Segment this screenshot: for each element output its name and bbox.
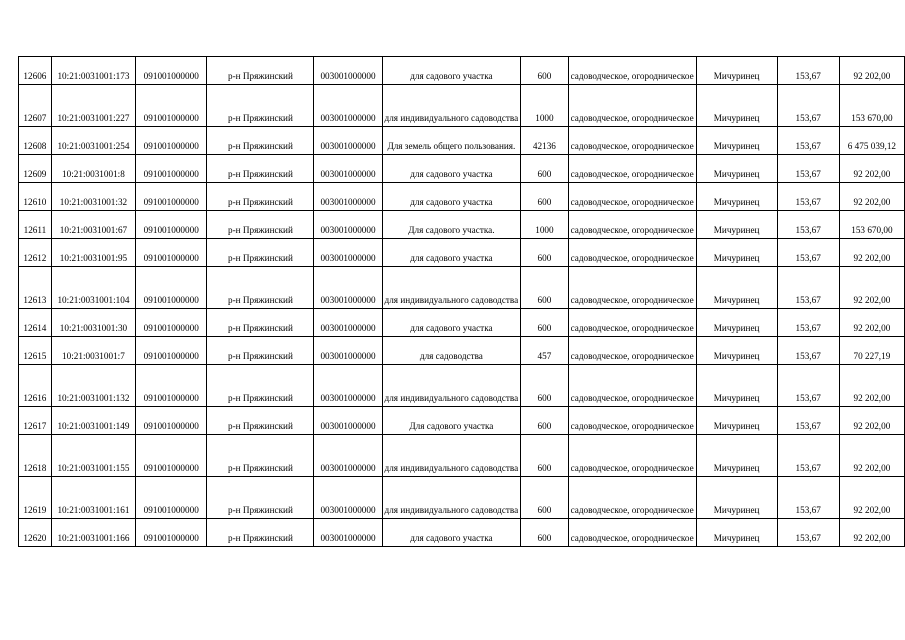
cadastral-value-cell: 92 202,00 xyxy=(839,365,904,407)
cadastral-number-cell: 10:21:0031001:227 xyxy=(51,85,135,127)
settlement-name-cell: Мичуринец xyxy=(696,239,777,267)
oktmo-code-cell: 003001000000 xyxy=(314,183,382,211)
permitted-use-cell: для индивидуального садоводства xyxy=(382,365,521,407)
cadastral-value-cell: 6 475 039,12 xyxy=(839,127,904,155)
settlement-name-cell: Мичуринец xyxy=(696,309,777,337)
table-row xyxy=(19,407,905,435)
use-category-cell: садоводческое, огородническое xyxy=(568,155,696,183)
okato-code-cell: 091001000000 xyxy=(136,85,207,127)
settlement-name-cell: Мичуринец xyxy=(696,57,777,85)
cadastral-value-cell: 92 202,00 xyxy=(839,155,904,183)
area-value-cell: 42136 xyxy=(521,127,568,155)
row-number-cell: 12615 xyxy=(19,337,52,365)
cadastral-value-cell: 153 670,00 xyxy=(839,211,904,239)
area-value-cell: 1000 xyxy=(521,211,568,239)
district-name-cell: р-н Пряжинский xyxy=(207,85,314,127)
okato-code-cell: 091001000000 xyxy=(136,239,207,267)
specific-value-cell: 153,67 xyxy=(777,337,839,365)
oktmo-code-cell: 003001000000 xyxy=(314,309,382,337)
okato-code-cell: 091001000000 xyxy=(136,211,207,239)
row-number-cell: 12618 xyxy=(19,435,52,477)
permitted-use-cell: Для земель общего пользования. xyxy=(382,127,521,155)
district-name-cell: р-н Пряжинский xyxy=(207,267,314,309)
okato-code-cell: 091001000000 xyxy=(136,183,207,211)
specific-value-cell: 153,67 xyxy=(777,239,839,267)
area-value-cell: 600 xyxy=(521,57,568,85)
cadastral-number-cell: 10:21:0031001:166 xyxy=(51,519,135,547)
oktmo-code-cell: 003001000000 xyxy=(314,239,382,267)
cadastral-value-cell: 92 202,00 xyxy=(839,239,904,267)
settlement-name-cell: Мичуринец xyxy=(696,365,777,407)
specific-value-cell: 153,67 xyxy=(777,211,839,239)
cadastral-value-cell: 92 202,00 xyxy=(839,407,904,435)
use-category-cell: садоводческое, огородническое xyxy=(568,239,696,267)
table-row xyxy=(19,85,905,127)
district-name-cell: р-н Пряжинский xyxy=(207,183,314,211)
row-number-cell: 12611 xyxy=(19,211,52,239)
specific-value-cell: 153,67 xyxy=(777,309,839,337)
settlement-name-cell: Мичуринец xyxy=(696,435,777,477)
table-row xyxy=(19,435,905,477)
area-value-cell: 600 xyxy=(521,519,568,547)
specific-value-cell: 153,67 xyxy=(777,435,839,477)
okato-code-cell: 091001000000 xyxy=(136,127,207,155)
settlement-name-cell: Мичуринец xyxy=(696,85,777,127)
row-number-cell: 12607 xyxy=(19,85,52,127)
settlement-name-cell: Мичуринец xyxy=(696,155,777,183)
cadastral-number-cell: 10:21:0031001:132 xyxy=(51,365,135,407)
cadastral-value-cell: 92 202,00 xyxy=(839,267,904,309)
area-value-cell: 600 xyxy=(521,365,568,407)
oktmo-code-cell: 003001000000 xyxy=(314,337,382,365)
okato-code-cell: 091001000000 xyxy=(136,407,207,435)
table-row xyxy=(19,239,905,267)
settlement-name-cell: Мичуринец xyxy=(696,407,777,435)
table-row xyxy=(19,211,905,239)
cadastral-number-cell: 10:21:0031001:95 xyxy=(51,239,135,267)
use-category-cell: садоводческое, огородническое xyxy=(568,183,696,211)
okato-code-cell: 091001000000 xyxy=(136,477,207,519)
district-name-cell: р-н Пряжинский xyxy=(207,127,314,155)
cadastral-value-cell: 92 202,00 xyxy=(839,183,904,211)
permitted-use-cell: для садового участка xyxy=(382,519,521,547)
use-category-cell: садоводческое, огородническое xyxy=(568,407,696,435)
area-value-cell: 1000 xyxy=(521,85,568,127)
use-category-cell: садоводческое, огородническое xyxy=(568,337,696,365)
district-name-cell: р-н Пряжинский xyxy=(207,337,314,365)
specific-value-cell: 153,67 xyxy=(777,155,839,183)
document-page xyxy=(18,56,905,547)
cadastral-number-cell: 10:21:0031001:7 xyxy=(51,337,135,365)
permitted-use-cell: для индивидуального садоводства xyxy=(382,267,521,309)
table-row xyxy=(19,57,905,85)
okato-code-cell: 091001000000 xyxy=(136,309,207,337)
okato-code-cell: 091001000000 xyxy=(136,337,207,365)
cadastral-number-cell: 10:21:0031001:32 xyxy=(51,183,135,211)
district-name-cell: р-н Пряжинский xyxy=(207,519,314,547)
table-row xyxy=(19,477,905,519)
oktmo-code-cell: 003001000000 xyxy=(314,435,382,477)
specific-value-cell: 153,67 xyxy=(777,267,839,309)
area-value-cell: 600 xyxy=(521,155,568,183)
table-row xyxy=(19,155,905,183)
row-number-cell: 12614 xyxy=(19,309,52,337)
cadastral-number-cell: 10:21:0031001:254 xyxy=(51,127,135,155)
row-number-cell: 12613 xyxy=(19,267,52,309)
use-category-cell: садоводческое, огородническое xyxy=(568,127,696,155)
use-category-cell: садоводческое, огородническое xyxy=(568,477,696,519)
specific-value-cell: 153,67 xyxy=(777,407,839,435)
cadastral-number-cell: 10:21:0031001:161 xyxy=(51,477,135,519)
district-name-cell: р-н Пряжинский xyxy=(207,435,314,477)
row-number-cell: 12612 xyxy=(19,239,52,267)
area-value-cell: 600 xyxy=(521,407,568,435)
oktmo-code-cell: 003001000000 xyxy=(314,127,382,155)
use-category-cell: садоводческое, огородническое xyxy=(568,267,696,309)
permitted-use-cell: для индивидуального садоводства xyxy=(382,435,521,477)
cadastral-number-cell: 10:21:0031001:30 xyxy=(51,309,135,337)
use-category-cell: садоводческое, огородническое xyxy=(568,435,696,477)
district-name-cell: р-н Пряжинский xyxy=(207,155,314,183)
okato-code-cell: 091001000000 xyxy=(136,57,207,85)
oktmo-code-cell: 003001000000 xyxy=(314,85,382,127)
district-name-cell: р-н Пряжинский xyxy=(207,57,314,85)
specific-value-cell: 153,67 xyxy=(777,85,839,127)
row-number-cell: 12609 xyxy=(19,155,52,183)
specific-value-cell: 153,67 xyxy=(777,365,839,407)
area-value-cell: 600 xyxy=(521,309,568,337)
use-category-cell: садоводческое, огородническое xyxy=(568,85,696,127)
district-name-cell: р-н Пряжинский xyxy=(207,309,314,337)
row-number-cell: 12608 xyxy=(19,127,52,155)
permitted-use-cell: для индивидуального садоводства xyxy=(382,477,521,519)
specific-value-cell: 153,67 xyxy=(777,477,839,519)
oktmo-code-cell: 003001000000 xyxy=(314,155,382,183)
district-name-cell: р-н Пряжинский xyxy=(207,365,314,407)
table-row xyxy=(19,309,905,337)
table-row xyxy=(19,127,905,155)
settlement-name-cell: Мичуринец xyxy=(696,127,777,155)
area-value-cell: 600 xyxy=(521,239,568,267)
row-number-cell: 12616 xyxy=(19,365,52,407)
settlement-name-cell: Мичуринец xyxy=(696,477,777,519)
cadastral-value-cell: 70 227,19 xyxy=(839,337,904,365)
district-name-cell: р-н Пряжинский xyxy=(207,239,314,267)
specific-value-cell: 153,67 xyxy=(777,183,839,211)
oktmo-code-cell: 003001000000 xyxy=(314,211,382,239)
cadastral-number-cell: 10:21:0031001:8 xyxy=(51,155,135,183)
oktmo-code-cell: 003001000000 xyxy=(314,477,382,519)
row-number-cell: 12620 xyxy=(19,519,52,547)
permitted-use-cell: Для садового участка xyxy=(382,407,521,435)
okato-code-cell: 091001000000 xyxy=(136,267,207,309)
use-category-cell: садоводческое, огородническое xyxy=(568,57,696,85)
cadastral-value-cell: 92 202,00 xyxy=(839,309,904,337)
oktmo-code-cell: 003001000000 xyxy=(314,407,382,435)
permitted-use-cell: для индивидуального садоводства xyxy=(382,85,521,127)
settlement-name-cell: Мичуринец xyxy=(696,519,777,547)
cadastral-number-cell: 10:21:0031001:173 xyxy=(51,57,135,85)
row-number-cell: 12619 xyxy=(19,477,52,519)
specific-value-cell: 153,67 xyxy=(777,519,839,547)
permitted-use-cell: для садового участка xyxy=(382,309,521,337)
cadastral-number-cell: 10:21:0031001:67 xyxy=(51,211,135,239)
table-row xyxy=(19,519,905,547)
okato-code-cell: 091001000000 xyxy=(136,435,207,477)
okato-code-cell: 091001000000 xyxy=(136,365,207,407)
oktmo-code-cell: 003001000000 xyxy=(314,365,382,407)
cadastral-value-cell: 153 670,00 xyxy=(839,85,904,127)
cadastral-number-cell: 10:21:0031001:149 xyxy=(51,407,135,435)
permitted-use-cell: для садового участка xyxy=(382,57,521,85)
area-value-cell: 600 xyxy=(521,183,568,211)
table-row xyxy=(19,183,905,211)
area-value-cell: 457 xyxy=(521,337,568,365)
permitted-use-cell: для садового участка xyxy=(382,239,521,267)
permitted-use-cell: для садового участка xyxy=(382,155,521,183)
cadastral-number-cell: 10:21:0031001:104 xyxy=(51,267,135,309)
cadastral-value-cell: 92 202,00 xyxy=(839,519,904,547)
specific-value-cell: 153,67 xyxy=(777,57,839,85)
oktmo-code-cell: 003001000000 xyxy=(314,57,382,85)
permitted-use-cell: для садового участка xyxy=(382,183,521,211)
area-value-cell: 600 xyxy=(521,477,568,519)
settlement-name-cell: Мичуринец xyxy=(696,337,777,365)
row-number-cell: 12617 xyxy=(19,407,52,435)
district-name-cell: р-н Пряжинский xyxy=(207,211,314,239)
permitted-use-cell: Для садового участка. xyxy=(382,211,521,239)
district-name-cell: р-н Пряжинский xyxy=(207,407,314,435)
cadastral-value-table xyxy=(18,56,905,547)
permitted-use-cell: для садоводства xyxy=(382,337,521,365)
use-category-cell: садоводческое, огородническое xyxy=(568,211,696,239)
settlement-name-cell: Мичуринец xyxy=(696,267,777,309)
district-name-cell: р-н Пряжинский xyxy=(207,477,314,519)
table-body xyxy=(19,57,905,547)
use-category-cell: садоводческое, огородническое xyxy=(568,365,696,407)
table-row xyxy=(19,337,905,365)
use-category-cell: садоводческое, огородническое xyxy=(568,309,696,337)
area-value-cell: 600 xyxy=(521,435,568,477)
okato-code-cell: 091001000000 xyxy=(136,519,207,547)
cadastral-number-cell: 10:21:0031001:155 xyxy=(51,435,135,477)
cadastral-value-cell: 92 202,00 xyxy=(839,477,904,519)
settlement-name-cell: Мичуринец xyxy=(696,211,777,239)
oktmo-code-cell: 003001000000 xyxy=(314,519,382,547)
use-category-cell: садоводческое, огородническое xyxy=(568,519,696,547)
cadastral-value-cell: 92 202,00 xyxy=(839,435,904,477)
row-number-cell: 12606 xyxy=(19,57,52,85)
settlement-name-cell: Мичуринец xyxy=(696,183,777,211)
cadastral-value-cell: 92 202,00 xyxy=(839,57,904,85)
specific-value-cell: 153,67 xyxy=(777,127,839,155)
table-row xyxy=(19,365,905,407)
table-row xyxy=(19,267,905,309)
okato-code-cell: 091001000000 xyxy=(136,155,207,183)
area-value-cell: 600 xyxy=(521,267,568,309)
oktmo-code-cell: 003001000000 xyxy=(314,267,382,309)
row-number-cell: 12610 xyxy=(19,183,52,211)
